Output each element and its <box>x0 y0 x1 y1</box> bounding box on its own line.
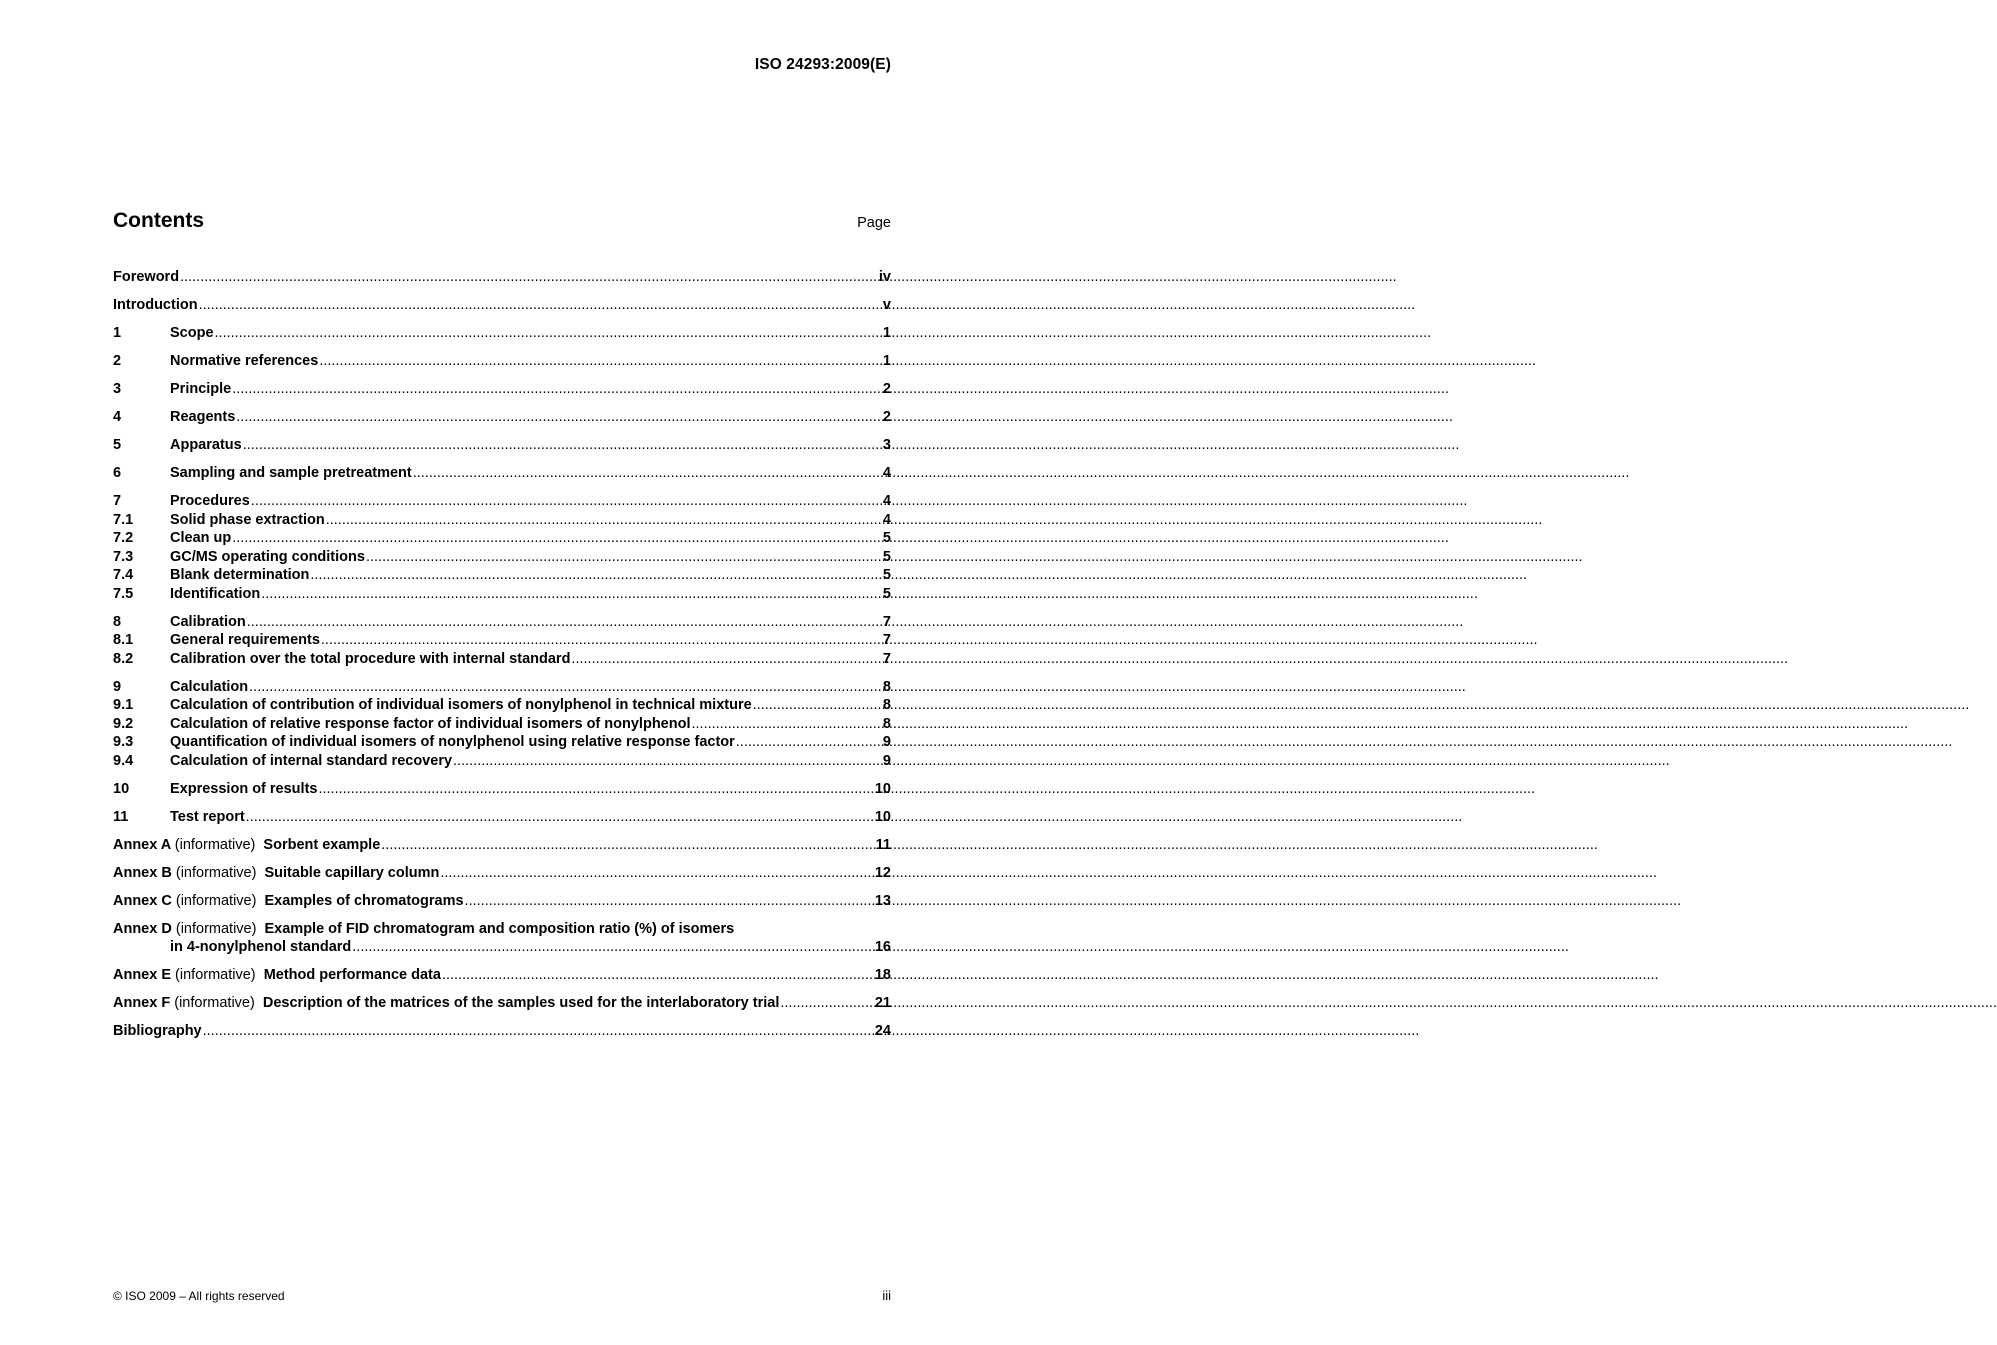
toc-entry-page: 18 <box>874 967 891 983</box>
toc-entry-page: 16 <box>874 939 891 955</box>
annex-label: Annex F <box>113 995 171 1011</box>
toc-entry-page: 24 <box>874 1023 891 1039</box>
annex-label: Annex D <box>113 920 172 937</box>
toc-entry-text: Normative references <box>170 353 319 369</box>
toc-entry[interactable] <box>113 631 891 650</box>
toc-entry-text: Expression of results <box>170 780 318 797</box>
annex-type: (informative) <box>175 892 257 909</box>
toc-dot-leader <box>246 808 873 827</box>
annex-title: Examples of chromatograms <box>264 892 464 909</box>
toc-entry-title <box>113 966 441 985</box>
annex-title: Method performance data <box>263 967 441 983</box>
toc-entry-title <box>170 650 570 669</box>
toc-entry-text: Calibration <box>170 613 246 630</box>
toc-entry[interactable] <box>113 529 891 548</box>
toc-entry-page: 7 <box>882 613 891 630</box>
annex-label: Annex A <box>113 836 171 853</box>
toc-entry[interactable] <box>113 966 891 985</box>
annex-label: Annex C <box>113 892 172 909</box>
toc-entry-number: 7.1 <box>113 511 134 528</box>
toc-entry-title <box>170 324 214 343</box>
toc-dot-leader <box>442 966 873 985</box>
toc-group <box>113 1022 891 1041</box>
toc-entry[interactable] <box>113 808 891 827</box>
toc-entry-number: 7.5 <box>113 585 134 602</box>
toc-entry-number: 9.3 <box>113 734 134 750</box>
toc-entry-text: Scope <box>170 325 214 341</box>
annex-label: Annex B <box>113 864 172 881</box>
toc-entry[interactable] <box>113 892 891 911</box>
toc-group <box>113 808 891 827</box>
toc-entry-title <box>170 938 351 957</box>
toc-entry-page: 2 <box>882 381 891 397</box>
toc-dot-leader <box>453 752 881 771</box>
toc-group <box>113 492 891 603</box>
toc-entry-number: 9 <box>113 678 122 695</box>
toc-entry-title <box>170 352 318 371</box>
toc-entry-title <box>170 696 752 715</box>
toc-entry[interactable] <box>113 696 891 715</box>
toc-entry-title <box>170 780 317 799</box>
toc-entry-page: 5 <box>882 585 891 602</box>
toc-dot-leader <box>780 994 873 1013</box>
toc-group <box>113 678 891 771</box>
toc-entry-page: 11 <box>875 836 891 853</box>
toc-dot-leader <box>753 696 881 715</box>
toc-entry[interactable] <box>113 678 891 697</box>
toc-entry-page: 7 <box>882 632 891 648</box>
toc-dot-leader <box>413 464 881 483</box>
toc-entry-number: 4 <box>113 409 122 425</box>
toc-group <box>113 324 891 343</box>
toc-entry-title <box>170 529 231 548</box>
toc-dot-leader <box>352 938 873 957</box>
toc-group <box>113 380 891 399</box>
toc-entry-text: Identification <box>170 585 261 602</box>
toc-entry-number: 11 <box>113 808 129 825</box>
toc-entry[interactable] <box>113 352 891 371</box>
toc-entry-page: 9 <box>882 752 891 769</box>
toc-dot-leader <box>249 678 881 697</box>
toc-entry[interactable] <box>113 938 891 957</box>
toc-group <box>113 408 891 427</box>
toc-entry-page: 4 <box>882 465 891 481</box>
toc-entry[interactable] <box>113 650 891 669</box>
toc-group <box>113 464 891 483</box>
toc-entry-page: 2 <box>882 409 891 425</box>
toc-entry-title <box>113 892 464 911</box>
toc-entry[interactable] <box>113 733 891 752</box>
toc-dot-leader <box>232 380 881 399</box>
toc-entry-text: General requirements <box>170 632 320 648</box>
toc-entry-number: 6 <box>113 465 122 481</box>
toc-entry[interactable] <box>113 780 891 799</box>
toc-entry-title <box>113 296 198 315</box>
toc-entry-title <box>170 613 246 632</box>
toc-entry-text: Reagents <box>170 409 236 425</box>
toc-dot-leader <box>236 408 881 427</box>
annex-title: Sorbent example <box>263 836 381 853</box>
toc-entry-text: Test report <box>170 808 245 825</box>
toc-entry-page: 5 <box>882 530 891 546</box>
toc-group <box>113 296 891 315</box>
toc-entry[interactable] <box>113 492 891 511</box>
toc-entry-text: Foreword <box>113 269 180 285</box>
toc-dot-leader <box>180 268 877 287</box>
toc-entry-title <box>113 864 439 883</box>
toc-entry[interactable] <box>113 752 891 771</box>
toc-entry-text: Procedures <box>170 493 250 509</box>
toc-dot-leader <box>326 511 881 530</box>
toc-entry-page: 7 <box>882 650 891 667</box>
toc-entry-title <box>170 585 260 604</box>
toc-entry-title <box>170 752 452 771</box>
toc-group <box>113 920 891 957</box>
toc-entry-text: Apparatus <box>170 437 242 453</box>
toc-entry[interactable] <box>113 566 891 585</box>
toc-entry-title <box>113 920 734 939</box>
toc-entry[interactable] <box>113 920 891 939</box>
table-of-contents <box>113 268 891 1041</box>
toc-group <box>113 268 891 287</box>
toc-dot-leader <box>321 631 881 650</box>
toc-entry-title <box>170 808 245 827</box>
toc-entry-number: 5 <box>113 437 122 453</box>
toc-entry-title <box>113 836 380 855</box>
toc-entry-title <box>170 511 325 530</box>
contents-heading: Contents <box>113 209 204 232</box>
toc-entry[interactable] <box>113 1022 891 1041</box>
toc-entry-page: 5 <box>882 548 891 565</box>
toc-entry-page: 10 <box>874 780 891 797</box>
toc-entry-text: Quantification of individual isomers of nonylphenol using relative response factor <box>170 734 735 750</box>
toc-entry[interactable] <box>113 436 891 455</box>
toc-dot-leader <box>199 296 881 315</box>
annex-title: Suitable capillary column <box>264 864 440 881</box>
toc-entry-number: 7.3 <box>113 548 134 565</box>
footer-page-number: iii <box>882 1288 891 1303</box>
toc-entry-number: 7.2 <box>113 530 134 546</box>
footer-copyright: © ISO 2009 – All rights reserved <box>113 1289 285 1303</box>
annex-type: (informative) <box>174 836 256 853</box>
toc-entry-number: 9.2 <box>113 715 134 732</box>
annex-title: Example of FID chromatogram and composition ratio (%) of isomers <box>264 920 735 937</box>
annex-label: Annex E <box>113 967 172 983</box>
toc-entry-number: 10 <box>113 780 130 797</box>
toc-entry[interactable] <box>113 324 891 343</box>
toc-dot-leader <box>318 780 872 799</box>
toc-entry-title <box>170 631 320 650</box>
toc-dot-leader <box>366 548 881 567</box>
toc-entry-text: Clean up <box>170 530 232 546</box>
toc-group <box>113 892 891 911</box>
toc-entry-title <box>170 678 248 697</box>
toc-dot-leader <box>319 352 881 371</box>
toc-entry-text: Calculation <box>170 678 249 695</box>
toc-entry[interactable] <box>113 994 891 1013</box>
toc-entry-number: 7.4 <box>113 567 134 583</box>
toc-entry[interactable] <box>113 408 891 427</box>
toc-group <box>113 613 891 669</box>
toc-dot-leader <box>736 733 881 752</box>
toc-entry-title <box>170 566 309 585</box>
toc-dot-leader <box>381 836 873 855</box>
annex-title: Description of the matrices of the samples used for the interlaboratory trial <box>262 995 780 1011</box>
toc-entry-page: 5 <box>882 567 891 583</box>
toc-entry-text: Principle <box>170 381 232 397</box>
toc-entry[interactable] <box>113 268 891 287</box>
toc-entry-number: 1 <box>113 325 122 341</box>
toc-entry-number: 7 <box>113 493 122 509</box>
toc-dot-leader <box>247 613 881 632</box>
toc-entry-page: 1 <box>882 325 891 341</box>
toc-entry-text: Blank determination <box>170 567 310 583</box>
toc-dot-leader <box>310 566 881 585</box>
toc-entry-page: 10 <box>874 808 891 825</box>
toc-entry-number: 9.4 <box>113 752 134 769</box>
toc-entry[interactable] <box>113 585 891 604</box>
toc-entry-page: 8 <box>882 678 891 695</box>
toc-entry-title <box>170 548 365 567</box>
toc-group <box>113 966 891 985</box>
toc-entry-title <box>113 268 179 287</box>
toc-entry-page: v <box>882 297 891 313</box>
toc-dot-leader <box>215 324 881 343</box>
toc-group <box>113 864 891 883</box>
annex-type: (informative) <box>174 995 255 1011</box>
toc-entry-page: 3 <box>882 437 891 453</box>
toc-entry[interactable] <box>113 864 891 883</box>
toc-dot-leader <box>440 864 873 883</box>
document-id: ISO 24293:2009(E) <box>754 56 891 73</box>
toc-entry-title <box>170 715 690 734</box>
toc-entry-page: 21 <box>874 995 891 1011</box>
toc-group <box>113 352 891 371</box>
toc-entry-title <box>170 436 242 455</box>
toc-dot-leader <box>203 1022 873 1041</box>
toc-dot-leader <box>251 492 881 511</box>
annex-type: (informative) <box>175 967 256 983</box>
toc-dot-leader <box>232 529 881 548</box>
toc-entry-number: 2 <box>113 353 122 369</box>
toc-entry-number: 8 <box>113 613 122 630</box>
toc-entry[interactable] <box>113 296 891 315</box>
toc-entry[interactable] <box>113 613 891 632</box>
toc-entry[interactable] <box>113 511 891 530</box>
toc-entry-page: 1 <box>882 353 891 369</box>
toc-entry[interactable] <box>113 836 891 855</box>
toc-entry-text: Calculation of internal standard recovery <box>170 752 453 769</box>
toc-entry-text: Calibration over the total procedure with internal standard <box>170 650 571 667</box>
toc-entry-title <box>170 492 250 511</box>
toc-entry-page: 4 <box>882 493 891 509</box>
toc-group <box>113 436 891 455</box>
toc-group <box>113 780 891 799</box>
toc-entry-page: iv <box>878 269 891 285</box>
bibliography-title: Bibliography <box>113 1023 202 1039</box>
toc-entry-number: 9.1 <box>113 697 134 713</box>
toc-entry[interactable] <box>113 548 891 567</box>
annex-type: (informative) <box>175 864 257 881</box>
toc-entry-text: GC/MS operating conditions <box>170 548 365 565</box>
toc-group <box>113 994 891 1013</box>
toc-entry[interactable] <box>113 380 891 399</box>
toc-entry-number: 3 <box>113 381 122 397</box>
annex-type: (informative) <box>175 920 257 937</box>
toc-entry-page: 4 <box>882 511 891 528</box>
toc-group <box>113 836 891 855</box>
toc-entry-text: Introduction <box>113 297 198 313</box>
toc-entry-page: 12 <box>874 864 891 881</box>
toc-entry-page: 13 <box>874 892 891 909</box>
toc-dot-leader <box>243 436 881 455</box>
toc-dot-leader <box>261 585 881 604</box>
toc-entry-number: 8.2 <box>113 650 134 667</box>
toc-entry-title <box>170 408 235 427</box>
toc-entry-text: Calculation of relative response factor of individual isomers of nonylphenol <box>170 715 691 732</box>
toc-entry-title <box>113 1022 202 1041</box>
toc-dot-leader <box>691 715 880 734</box>
toc-entry-page: 8 <box>882 715 891 732</box>
toc-entry[interactable] <box>113 464 891 483</box>
toc-entry-title <box>113 994 779 1013</box>
toc-entry-text: Solid phase extraction <box>170 511 325 528</box>
toc-entry-title <box>170 464 412 483</box>
toc-entry-number: 8.1 <box>113 632 134 648</box>
toc-entry-text: Sampling and sample pretreatment <box>170 465 412 481</box>
toc-entry-title <box>170 380 231 399</box>
toc-dot-leader <box>465 892 873 911</box>
toc-entry-page: 8 <box>882 697 891 713</box>
toc-entry-title <box>170 733 735 752</box>
toc-entry-page: 9 <box>882 734 891 750</box>
toc-entry-text: Calculation of contribution of individual isomers of nonylphenol in technical mixture <box>170 697 752 713</box>
toc-dot-leader <box>571 650 881 669</box>
annex-title-continued: in 4-nonylphenol standard <box>170 939 352 955</box>
page-column-label: Page <box>857 215 891 231</box>
toc-entry[interactable] <box>113 715 891 734</box>
